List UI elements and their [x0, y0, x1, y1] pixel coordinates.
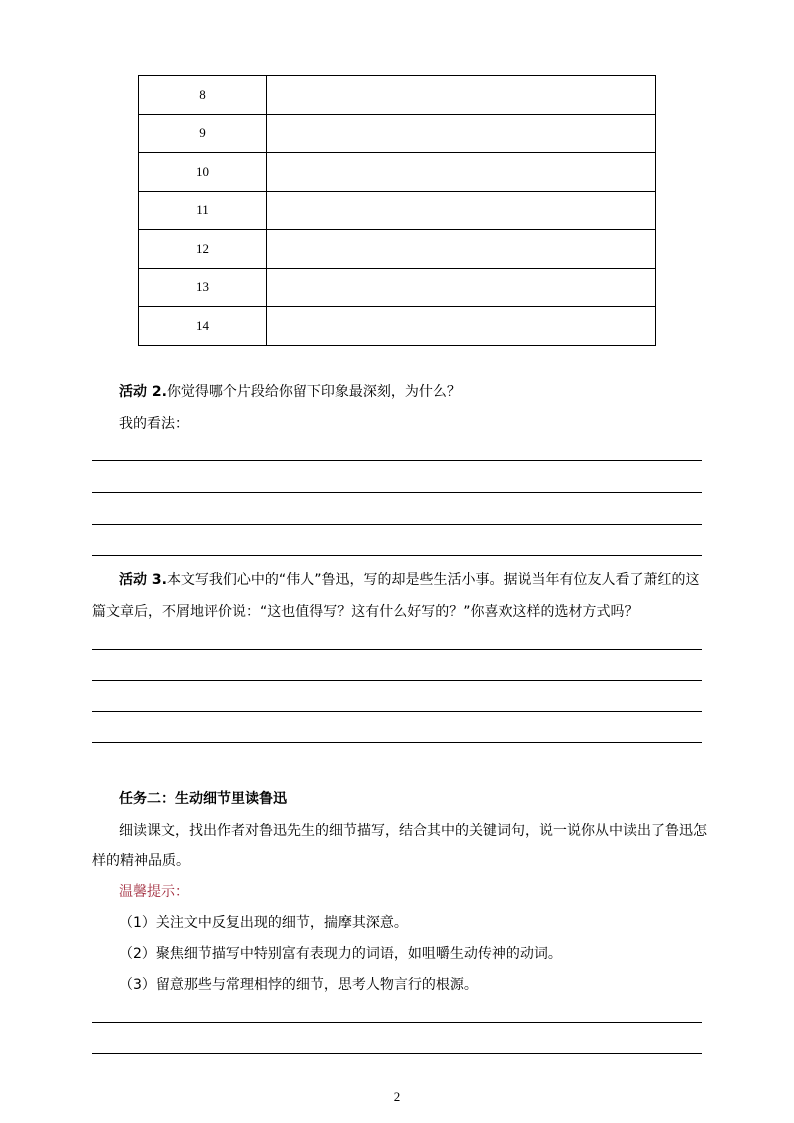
- task2-line1: 细读课文，找出作者对鲁迅先生的细节描写，结合其中的关键词句，说一说你从中读出了鲁迅怎: [119, 823, 707, 839]
- answer-line[interactable]: [92, 460, 702, 461]
- tip-title: 温馨提示：: [119, 884, 189, 900]
- row-content-cell[interactable]: [267, 76, 656, 115]
- row-number: 8: [139, 76, 267, 115]
- tip-item: （3）留意那些与常理相悖的细节，思考人物言行的根源。: [119, 977, 478, 993]
- table-row: [139, 191, 656, 230]
- table-row: [139, 268, 656, 307]
- row-number: 14: [139, 307, 267, 346]
- activity2-question: [119, 377, 461, 407]
- table-row: [139, 114, 656, 153]
- task2-heading: 任务二：生动细节里读鲁迅: [119, 791, 287, 807]
- activity2-prompt: 我的看法：: [119, 416, 189, 432]
- answer-line[interactable]: [92, 680, 702, 681]
- task2-line2: 样的精神品质。: [92, 853, 190, 869]
- row-content-cell[interactable]: [267, 230, 656, 269]
- row-number: 9: [139, 114, 267, 153]
- answer-line[interactable]: [92, 1053, 702, 1054]
- activity3-line2: 篇文章后，不屑地评价说：“这也值得写？这有什么好写的？”你喜欢这样的选材方式吗？: [92, 604, 639, 620]
- answer-line[interactable]: [92, 492, 702, 493]
- row-number: 13: [139, 268, 267, 307]
- table-row: [139, 153, 656, 192]
- answer-line[interactable]: [92, 524, 702, 525]
- activity3-line1: [119, 565, 699, 595]
- row-number: 11: [139, 191, 267, 230]
- row-content-cell[interactable]: [267, 191, 656, 230]
- tip-item: （2）聚焦细节描写中特别富有表现力的词语，如咀嚼生动传神的动词。: [119, 946, 562, 962]
- row-content-cell[interactable]: [267, 268, 656, 307]
- page-number: 2: [393, 1089, 401, 1104]
- row-content-cell[interactable]: [267, 307, 656, 346]
- table-row: [139, 230, 656, 269]
- answer-line[interactable]: [92, 742, 702, 743]
- answer-line[interactable]: [92, 1022, 702, 1023]
- activity3-label: 活动 3.: [119, 572, 167, 588]
- row-number: 12: [139, 230, 267, 269]
- number-table: [138, 75, 656, 346]
- activity3-text-1: 本文写我们心中的“伟人”鲁迅，写的却是些生活小事。据说当年有位友人看了萧红的这: [166, 572, 700, 588]
- answer-line[interactable]: [92, 649, 702, 650]
- answer-line[interactable]: [92, 555, 702, 556]
- table-row: [139, 76, 656, 115]
- row-content-cell[interactable]: [267, 153, 656, 192]
- activity2-question-text: 你觉得哪个片段给你留下印象最深刻，为什么？: [166, 384, 461, 400]
- tip-item: （1）关注文中反复出现的细节，揣摩其深意。: [119, 915, 408, 931]
- answer-line[interactable]: [92, 711, 702, 712]
- row-number: 10: [139, 153, 267, 192]
- table-row: [139, 307, 656, 346]
- row-content-cell[interactable]: [267, 114, 656, 153]
- activity2-label: 活动 2.: [119, 384, 167, 400]
